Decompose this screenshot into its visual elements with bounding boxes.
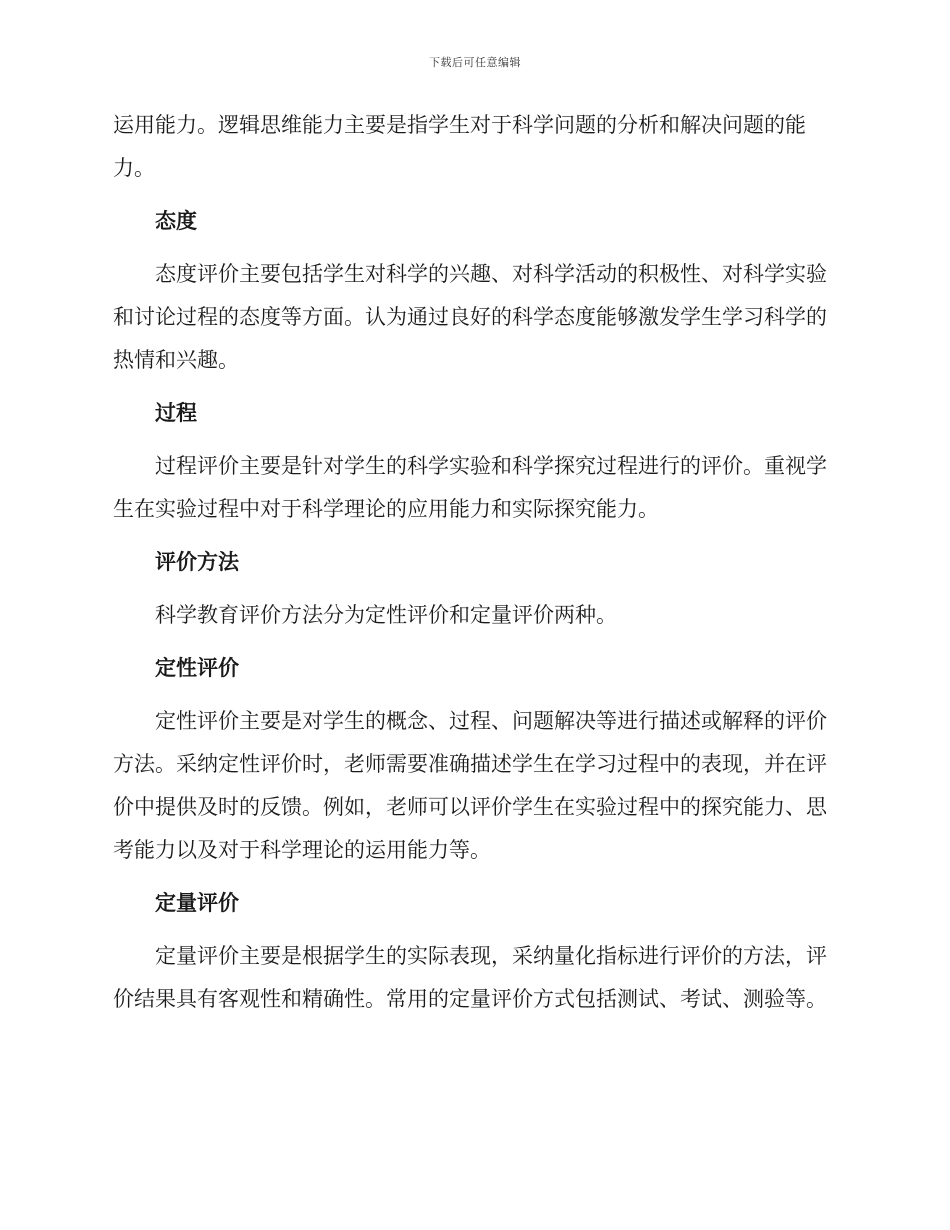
heading-quantitative: 定量评价 — [155, 891, 239, 915]
heading-process: 过程 — [155, 401, 197, 425]
page-header: 下载后可任意编辑 — [429, 56, 521, 69]
paragraph-quantitative: 定量评价主要是根据学生的实际表现，采纳量化指标进行评价的方法，评价结果具有客观性和精确性。常用的定量评价方式包括测试、考试、测验等。 — [113, 944, 827, 1011]
heading-qualitative: 定性评价 — [155, 656, 239, 680]
paragraph-attitude: 态度评价主要包括学生对科学的兴趣、对科学活动的积极性、对科学实验和讨论过程的态度等方面。认为通过良好的科学态度能够激发学生学习科学的热情和兴趣。 — [113, 262, 827, 372]
paragraph-process: 过程评价主要是针对学生的科学实验和科学探究过程进行的评价。重视学生在实验过程中对于科学理论的应用能力和实际探究能力。 — [113, 454, 827, 521]
heading-evaluation-methods: 评价方法 — [155, 550, 239, 574]
heading-attitude: 态度 — [155, 209, 197, 233]
paragraph-evaluation-methods: 科学教育评价方法分为定性评价和定量评价两种。 — [155, 603, 617, 627]
paragraph-qualitative: 定性评价主要是对学生的概念、过程、问题解决等进行描述或解释的评价方法。采纳定性评价时，老师需要准确描述学生在学习过程中的表现，并在评价中提供及时的反馈。例如，老师可以评价学生在实验过程中的探究能力、思考能力以及对于科学理论的运用能力等。 — [113, 709, 827, 862]
document-body — [113, 104, 833, 1031]
paragraph-logic-ability: 运用能力。逻辑思维能力主要是指学生对于科学问题的分析和解决问题的能力。 — [113, 113, 806, 180]
